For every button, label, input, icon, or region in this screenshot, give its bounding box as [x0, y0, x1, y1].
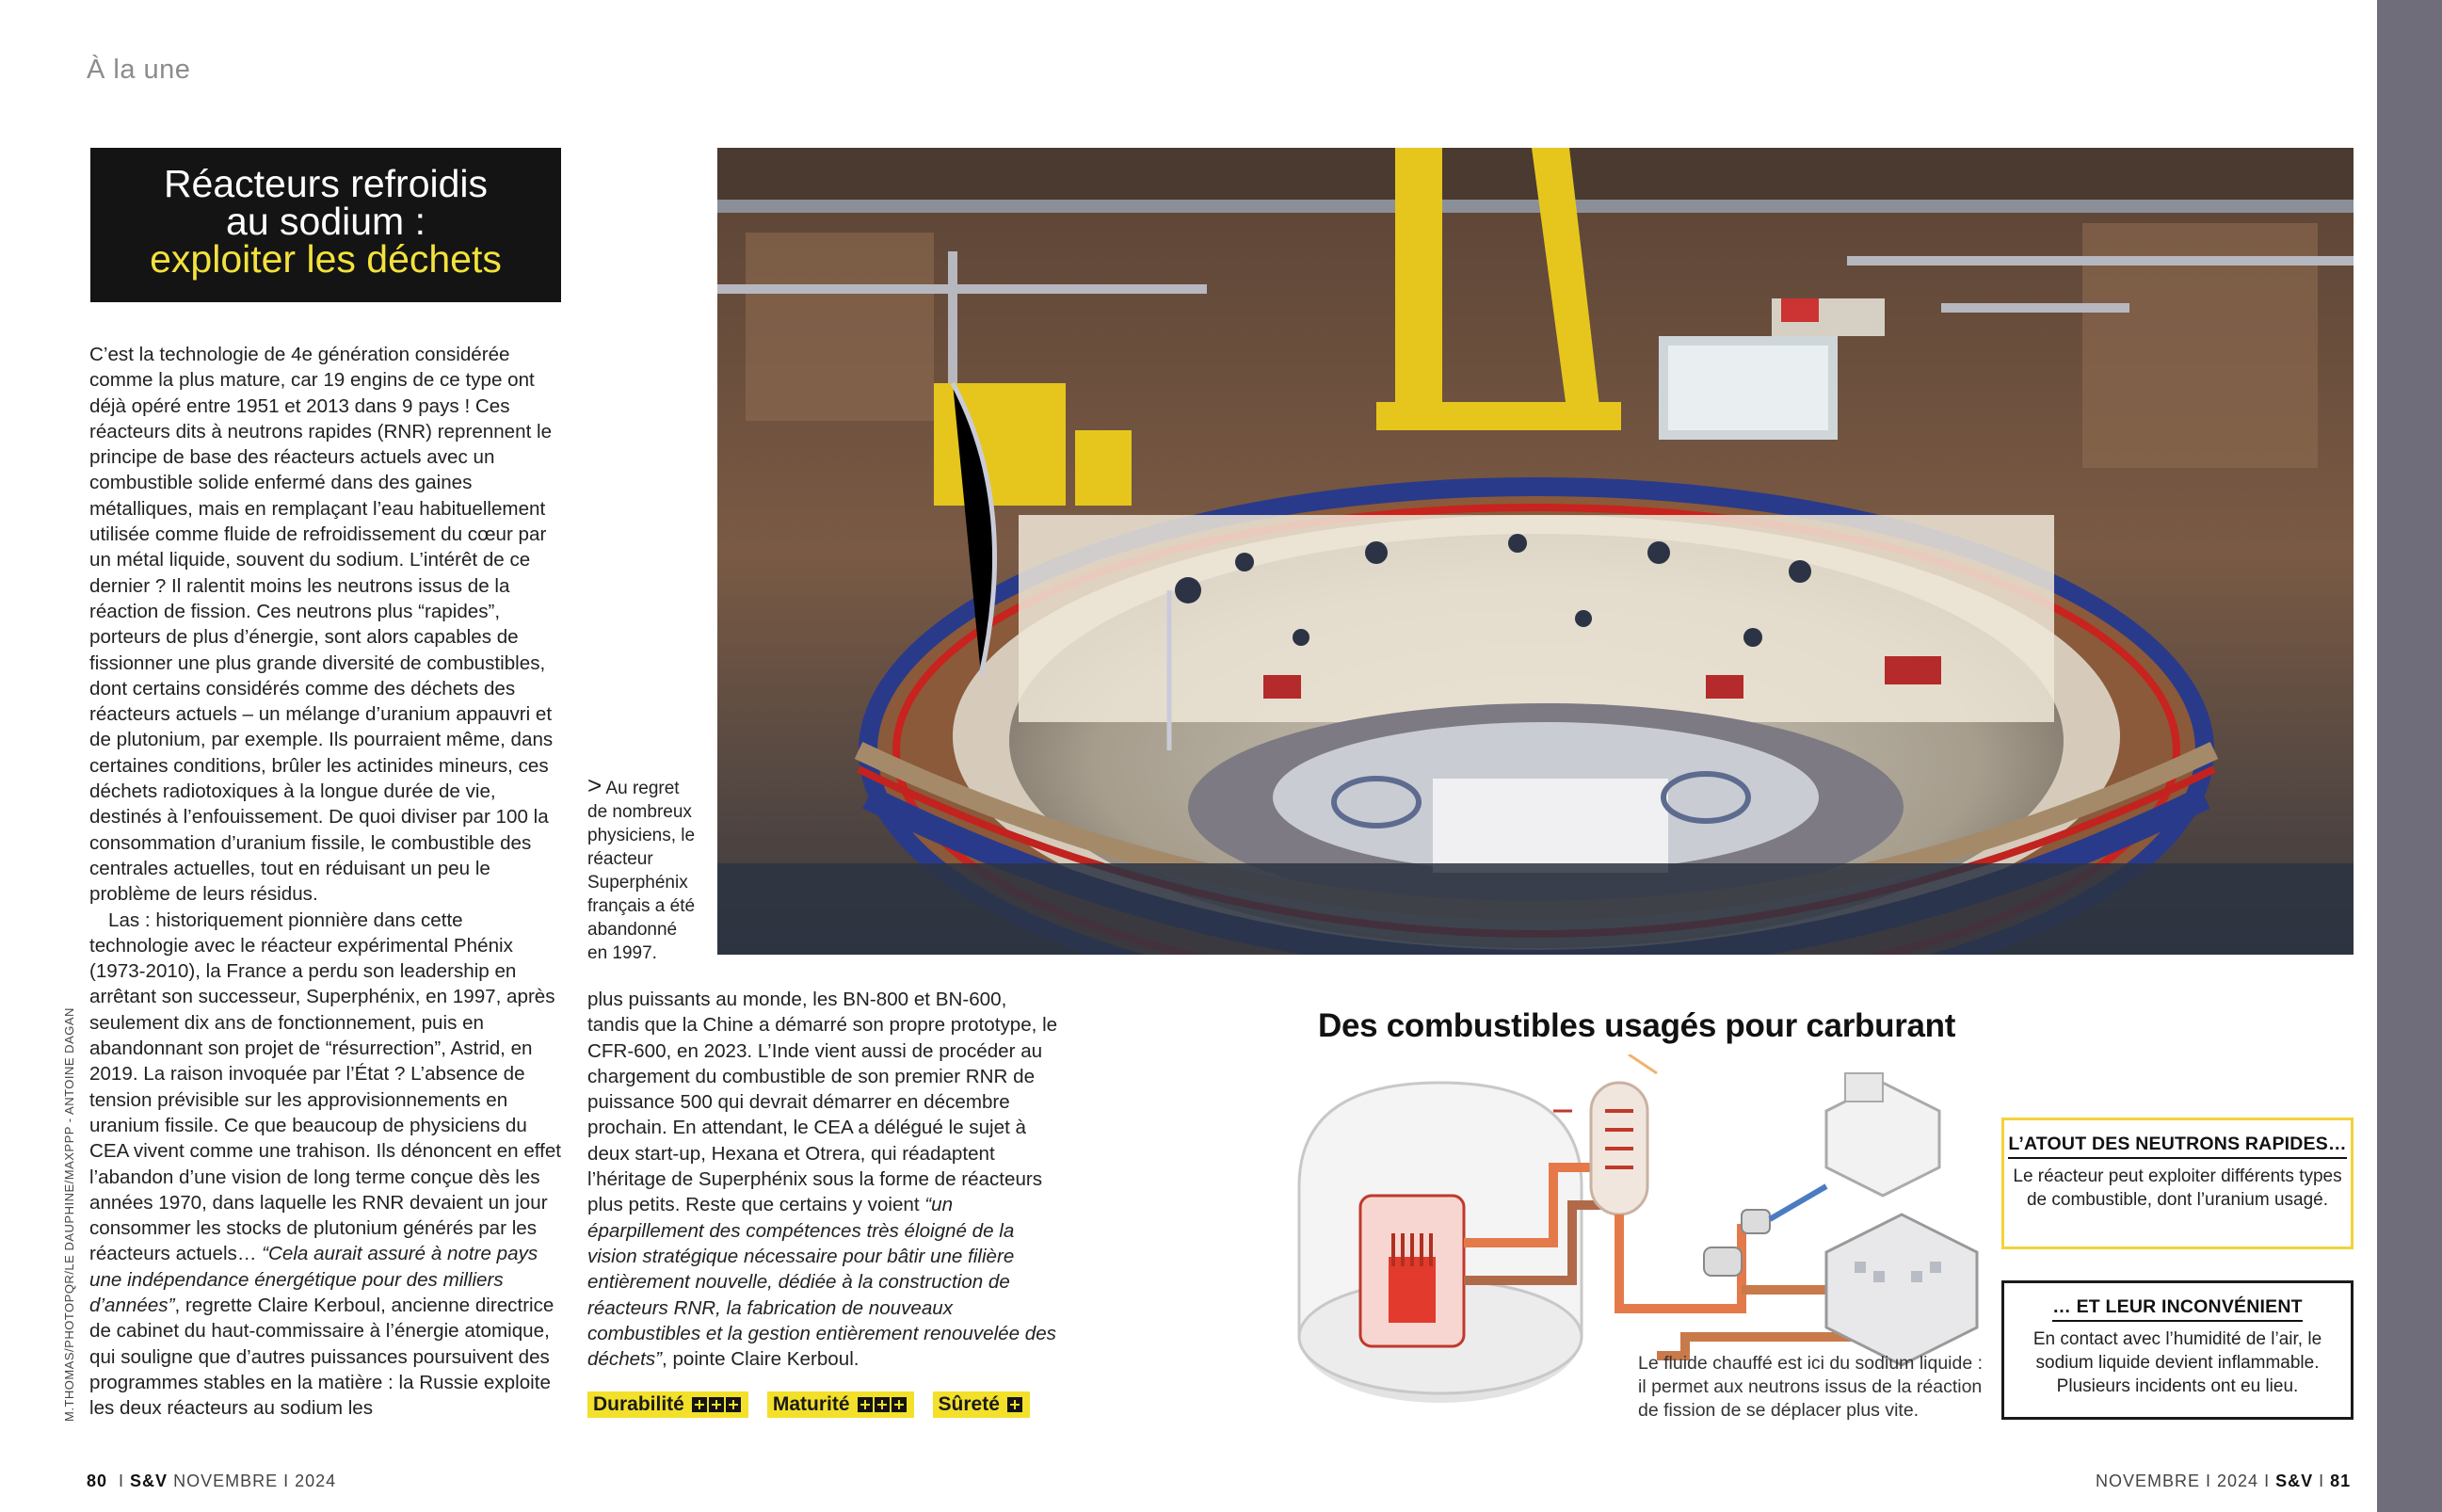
title-line-1: Réacteurs refroidis	[163, 162, 489, 205]
page-number-left: 80	[87, 1472, 108, 1490]
reactor-hall-illustration	[717, 148, 2354, 955]
plus-icon	[709, 1397, 724, 1412]
page-edge-bar	[2377, 0, 2442, 1512]
paragraph-2-quote: “Cela aurait assuré à notre pays une indépendance énergétique pour des milliers d’années”	[89, 1243, 538, 1316]
diagram-caption: Le fluide chauffé est ici du sodium liquide : il permet aux neutrons issus de la réaction de fission de se déplacer plus vite.	[1638, 1353, 1984, 1421]
plus-icon	[858, 1397, 873, 1412]
photo-credit-text: M.THOMAS/PHOTOPQR/LE DAUPHINE/MAXPPP - ANTOINE DAGAN	[62, 1007, 76, 1422]
page-number-right: 81	[2330, 1472, 2352, 1490]
photo-caption	[587, 771, 700, 965]
section-rubric: À la une	[87, 55, 191, 85]
photo-credit	[62, 1007, 90, 1422]
article-title	[90, 148, 561, 302]
plus-icons	[858, 1397, 907, 1412]
plus-icons	[1007, 1397, 1022, 1412]
drawback-text: En contact avec l’humidité de l’air, le sodium liquide devient inflammable. Plusieurs incidents ont eu lieu.	[2032, 1329, 2322, 1396]
advantage-text: Le réacteur peut exploiter différents types de combustible, dont l’uranium usagé.	[2013, 1166, 2342, 1210]
folio-right: NOVEMBRE I 2024 I S&V I 81	[2096, 1472, 2352, 1490]
paragraph-3-text: plus puissants au monde, les BN-800 et BN-600, tandis que la Chine a démarré son propre prototype, le CFR-600, en 2023. L’Inde vient aussi de procéder au chargement du combustible de son premier RNR de puissance 500 qui devrait démarrer en décembre prochain. En attendant, le CEA a délégué le sujet à deux start-up, Hexana et Otrera, qui réadaptent l’héritage de Superphénix sous la forme de réacteurs plus petits. Reste que certains y voient	[587, 989, 1058, 1216]
plus-icon	[1007, 1397, 1022, 1412]
brand-logo-right: S&V	[2275, 1472, 2314, 1490]
drawback-box	[2001, 1280, 2354, 1420]
rating-maturity-label: Maturité	[772, 1393, 850, 1415]
plus-icon	[692, 1397, 707, 1412]
paragraph-3	[587, 987, 1058, 1372]
reactor-photo	[717, 148, 2354, 955]
plus-icon	[726, 1397, 741, 1412]
paragraph-3-quote: “un éparpillement des compétences très éloigné de la vision stratégique nécessaire pour bâtir une filière entièrement nouvelle, dédiée à la construction de réacteurs RNR, la fabrication de nouveaux combustibles et la gestion entièrement renouvelée des déchets”	[587, 1194, 1056, 1371]
rating-safety	[933, 1391, 1030, 1418]
body-column-2	[587, 987, 1058, 1372]
issue-date-right: NOVEMBRE I 2024	[2096, 1472, 2259, 1490]
issue-date-left: NOVEMBRE I 2024	[173, 1472, 337, 1490]
plus-icon	[875, 1397, 890, 1412]
paragraph-3-end: , pointe Claire Kerboul.	[662, 1348, 860, 1371]
rating-durability	[587, 1391, 748, 1418]
brand-logo-left: S&V	[130, 1472, 169, 1490]
caption-arrow-icon: >	[587, 771, 602, 799]
title-line-3: exploiter les déchets	[150, 237, 502, 281]
folio-left: 80 I S&V NOVEMBRE I 2024	[87, 1472, 337, 1490]
rating-safety-label: Sûreté	[938, 1393, 1000, 1415]
rating-maturity	[767, 1391, 914, 1418]
paragraph-1: C’est la technologie de 4e génération considérée comme la plus mature, car 19 engins de ce type ont déjà opéré entre 1951 et 2013 dans 9 pays ! Ces réacteurs dits à neutrons rapides (RNR) reprennent le principe de base des réacteurs actuels avec un combustible solide enfermé dans des gaines métalliques, mais en remplaçant l’eau habituellement utilisée comme fluide de refroidissement du cœur par un métal liquide, souvent du sodium. L’intérêt de ce dernier ? Il ralentit moins les neutrons issus de la réaction de fission. Ces neutrons plus “rapides”, porteurs de plus d’énergie, sont alors capables de fissionner une plus grande diversité de combustibles, dont certains considérés comme des déchets des réacteurs actuels – un mélange d’uranium appauvri et de plutonium, par exemple. Ils pourraient même, dans certaines conditions, brûler les actinides mineurs, ces déchets radiotoxiques à la longue durée de vie, destinés à l’enfouissement. De quoi diviser par 100 la consommation d’uranium fissile, le combustible des centrales actuelles, tout en réduisant un peu le problème de leurs résidus.	[89, 344, 554, 906]
paragraph-2-text: Las : historiquement pionnière dans cette technologie avec le réacteur expérimental Phénix (1973-2010), la France a perdu son leadership en arrêtant son successeur, Superphénix, en 1997, après seulement dix ans de fonctionnement, puis en abandonnant son projet de “résurrection”, Astrid, en 2019. La raison invoquée par l’État ? L’absence de tension prévisible sur les approvisionnements en uranium fissile. Ce que beaucoup de physiciens du CEA vivent comme une trahison. Ils dénoncent en effet l’abandon d’une vision de long terme conçue dès les années 1970, dans laquelle les RNR devaient un jour consommer les stocks de plutonium générés par les réacteurs actuels…	[89, 909, 562, 1265]
paragraph-2	[89, 908, 563, 1422]
advantage-heading: L’ATOUT DES NEUTRONS RAPIDES…	[2008, 1134, 2346, 1159]
paragraph-2-end: , regrette Claire Kerboul, ancienne directrice de cabinet du haut-commissaire à l’énergie atomique, qui souligne que d’autres puissances poursuivent des programmes stables en la matière : la Russie exploite les deux réacteurs au sodium les	[89, 1294, 554, 1420]
plus-icons	[692, 1397, 741, 1412]
infographic-title: Des combustibles usagés pour carburant	[1318, 1007, 1956, 1044]
advantage-box	[2001, 1118, 2354, 1249]
ratings-bar	[587, 1391, 1030, 1420]
drawback-heading: … ET LEUR INCONVÉNIENT	[2052, 1296, 2303, 1322]
rating-durability-label: Durabilité	[593, 1393, 684, 1415]
plus-icon	[892, 1397, 907, 1412]
caption-text: Au regret de nombreux physiciens, le réacteur Superphénix français a été abandonné en 1997.	[587, 779, 696, 963]
title-line-2: au sodium :	[226, 200, 426, 243]
body-column-1	[89, 342, 563, 1421]
